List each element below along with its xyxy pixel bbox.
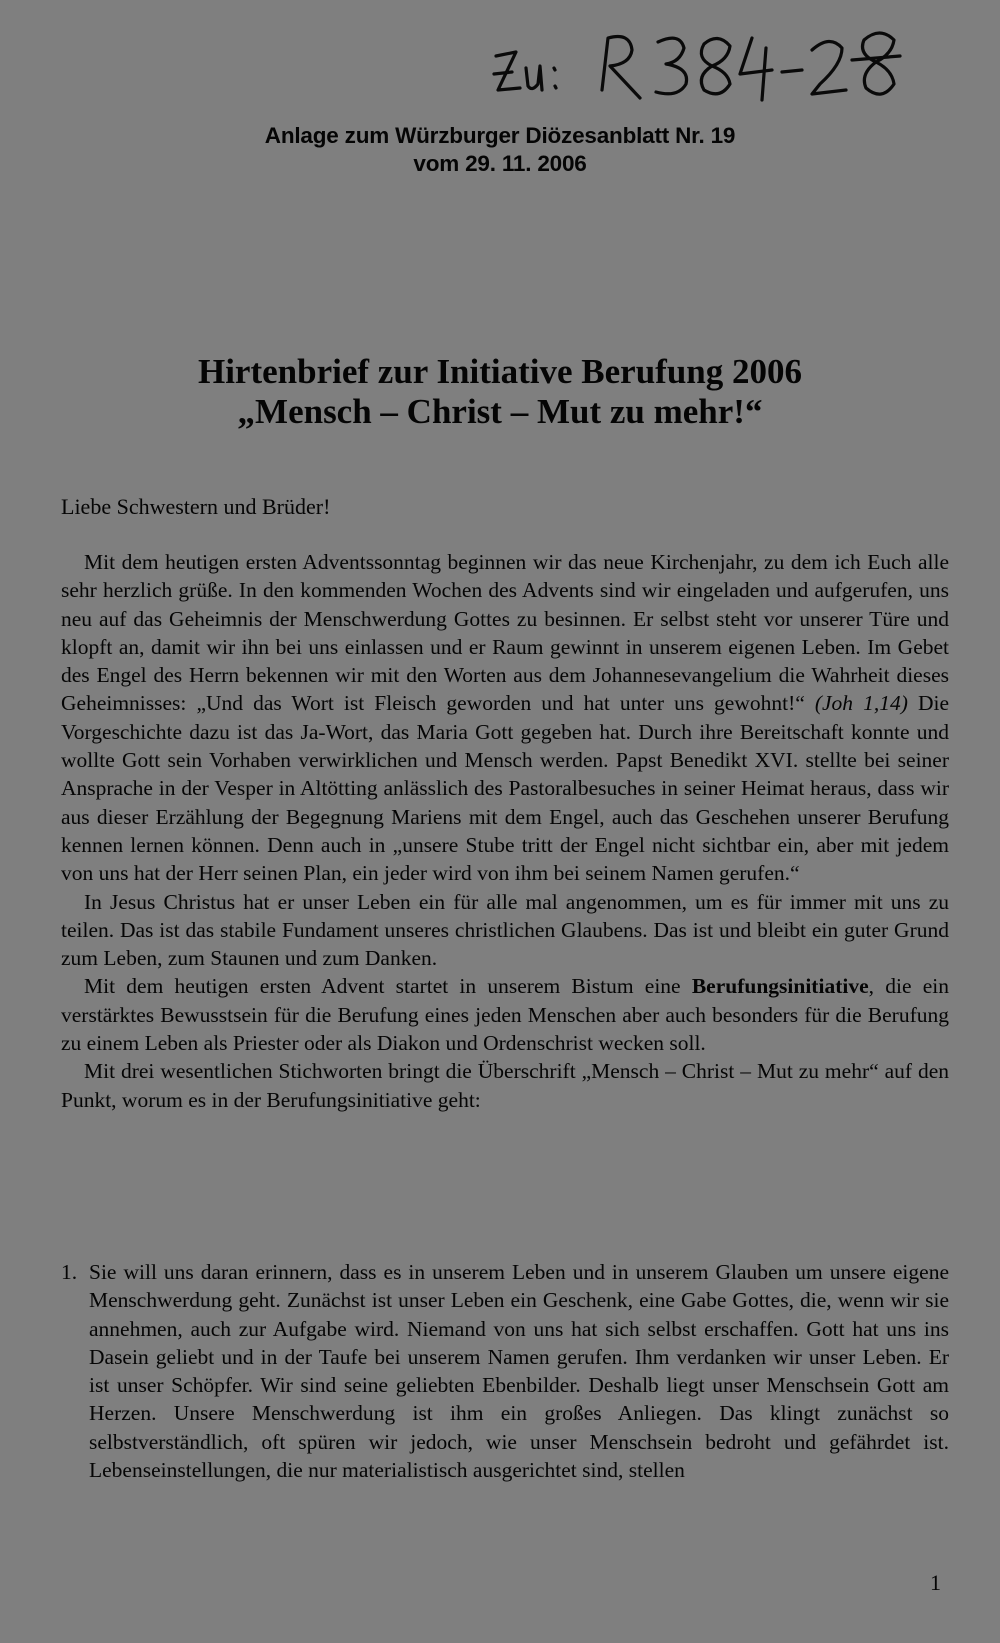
paragraph-1 (61, 548, 949, 888)
numbered-list (61, 1258, 949, 1484)
paragraph-1-text-a: Mit dem heutigen ersten Adventssonntag beginnen wir das neue Kirchenjahr, zu dem ich Euch alle sehr herzlich grüße. In den kommenden Wochen des Advents sind wir eingeladen und aufgerufen, uns neu auf das Geheimnis der Menschwerdung Gottes zu besinnen. Er selbst steht vor unserer Türe und klopft an, damit wir ihn bei uns einlassen und er Raum gewinnt in unserem eigenen Leben. Im Gebet des Engel des Herrn bekennen wir mit den Worten aus dem Johannesevangelium die Wahrheit dieses Geheimnisses: „Und das Wort ist Fleisch geworden und hat unter uns gewohnt!“ (61, 550, 949, 716)
paragraph-3-text-a: Mit dem heutigen ersten Advent startet in unserem Bistum eine (84, 974, 692, 999)
list-item (61, 1258, 949, 1484)
paragraph-2: In Jesus Christus hat er unser Leben ein für alle mal angenommen, um es für immer mit uns zu teilen. Das ist das stabile Fundament unseres christlichen Glaubens. Das ist und bleibt ein guter Grund zum Leben, zum Staunen und zum Danken. (61, 889, 949, 971)
scripture-reference: (Joh 1,14) (814, 691, 908, 716)
header-line-1: Anlage zum Würzburger Diözesanblatt Nr. 19 (264, 123, 736, 148)
letter-title (0, 352, 1000, 432)
page-number: 1 (930, 1570, 941, 1595)
list-item-text: Sie will uns daran erinnern, dass es in unserem Leben und in unserem Glauben um unsere eigene Menschwerdung geht. Zunächst ist unser Leben ein Geschenk, eine Gabe Gottes, die, wenn wir sie annehmen, auch zur Aufgabe wird. Niemand von uns hat sich selbst erschaffen. Gott hat uns ins Dasein geliebt und in der Taufe bei unserem Namen gerufen. Ihm verdanken wir unser Leben. Er ist unser Schöpfer. Wir sind seine geliebten Ebenbilder. Deshalb liegt unser Menschsein Gott am Herzen. Unsere Menschwerdung ist ihm ein großes Anliegen. Das klingt zunächst so selbstverständlich, oft spüren wir jedoch, wie unser Menschsein bedroht und gefährdet ist. Lebenseinstellungen, die nur materialistisch ausgerichtet sind, stellen (89, 1260, 949, 1483)
initiative-emphasis: Berufungsinitiative (691, 974, 869, 999)
handwritten-reference-note (490, 18, 930, 108)
paragraph-3 (61, 972, 949, 1057)
title-line-2: „Mensch – Christ – Mut zu mehr!“ (237, 392, 763, 431)
paragraph-1-text-b: Die Vorgeschichte dazu ist das Ja-Wort, das Maria Gott gegeben hat. Durch ihre Bereitschaft konnte und wollte Gott sein Vorhaben verwirklichen und Mensch werden. Papst Benedikt XVI. stellte bei seiner Ansprache in der Vesper in Altötting anlässlich des Pastoralbesuches in seiner Heimat heraus, dass wir aus dieser Erzählung der Begegnung Mariens mit dem Engel, auch das Geschehen unserer Berufung kennen lernen können. Denn auch in „unsere Stube tritt der Engel nicht sichtbar ein, aber mit jedem von uns hat der Herr seinen Plan, ein jeder wird von ihm bei seinem Namen gerufen.“ (61, 691, 949, 886)
salutation: Liebe Schwestern und Brüder! (61, 494, 331, 519)
header-line-2: vom 29. 11. 2006 (413, 151, 587, 176)
letter-body (61, 548, 949, 1114)
gazette-annex-header (0, 122, 1000, 178)
paragraph-3-text-b: , die ein verstärktes Bewusstsein für die Berufung eines jeden Menschen aber auch besonders für die Berufung zu einem Leben als Priester oder als Diakon und Ordenschrist wecken soll. (61, 974, 949, 1056)
paragraph-4: Mit drei wesentlichen Stichworten bringt die Überschrift „Mensch – Christ – Mut zu mehr“ auf den Punkt, worum es in der Berufungsinitiative geht: (61, 1059, 949, 1112)
title-line-1: Hirtenbrief zur Initiative Berufung 2006 (197, 352, 803, 391)
list-item-number: 1. (61, 1260, 78, 1284)
